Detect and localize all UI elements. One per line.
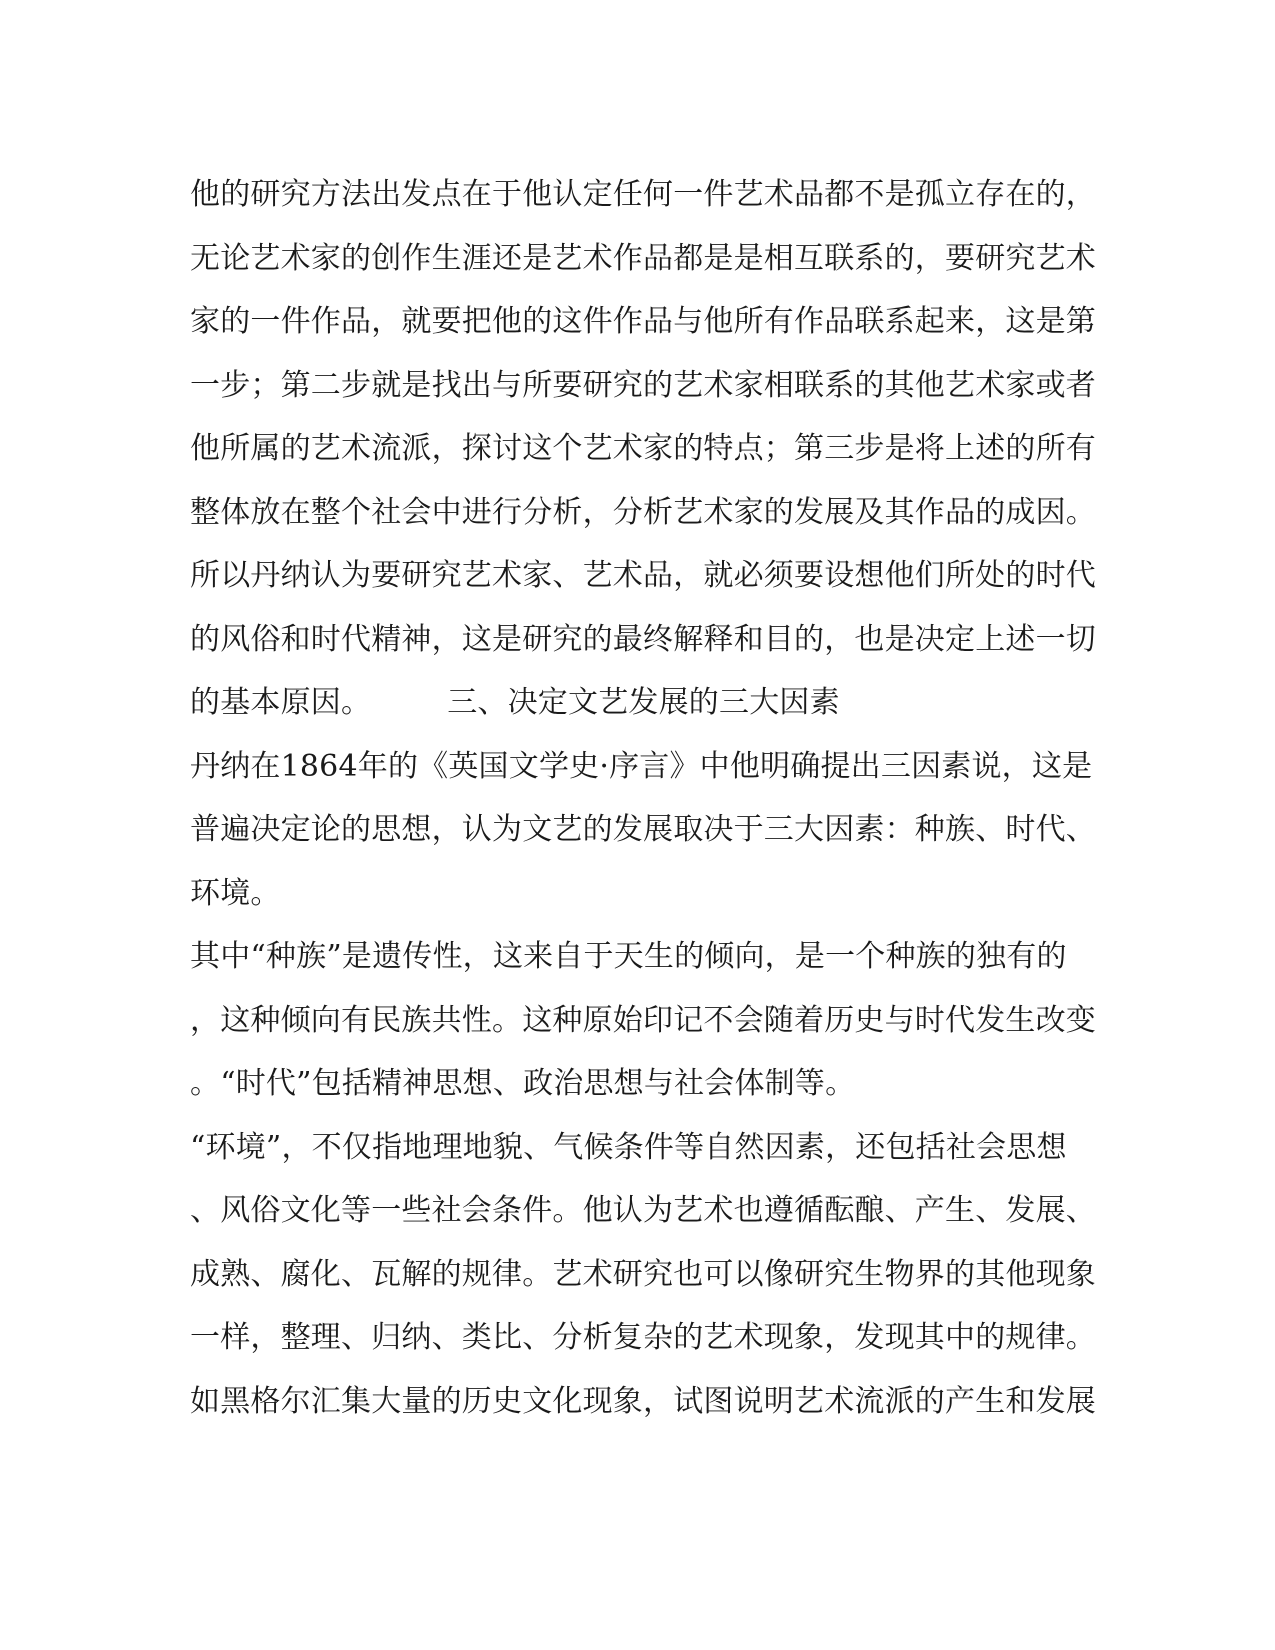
text-line: 如黑格尔汇集大量的历史文化现象，试图说明艺术流派的产生和发展 bbox=[190, 1383, 1096, 1419]
text-line: 普遍决定论的思想，认为文艺的发展取决于三大因素：种族、时代、 bbox=[190, 812, 1096, 847]
text-line: “环境”，不仅指地理地貌、气候条件等自然因素，还包括社会思想 bbox=[190, 1129, 1067, 1165]
section-heading: 三、决定文艺发展的三大因素 bbox=[447, 685, 840, 720]
text-line: 的风俗和时代精神，这是研究的最终解释和目的，也是决定上述一切 bbox=[190, 621, 1096, 657]
text-line: 他所属的艺术流派，探讨这个艺术家的特点；第三步是将上述的所有 bbox=[190, 431, 1096, 466]
text-line: 环境。 bbox=[190, 875, 281, 911]
text-line: 他的研究方法出发点在于他认定任何一件艺术品都不是孤立存在的， bbox=[190, 177, 1096, 212]
text-line: 家的一件作品，就要把他的这件作品与他所有作品联系起来，这是第 bbox=[190, 304, 1096, 339]
text-line: 成熟、腐化、瓦解的规律。艺术研究也可以像研究生物界的其他现象 bbox=[190, 1256, 1096, 1292]
text-fragment: 的基本原因。 bbox=[190, 685, 372, 720]
text-line: 一样，整理、归纳、类比、分析复杂的艺术现象，发现其中的规律。 bbox=[190, 1320, 1096, 1355]
text-line: 所以丹纳认为要研究艺术家、艺术品，就必须要设想他们所处的时代 bbox=[190, 558, 1096, 593]
text-line: 其中“种族”是遗传性，这来自于天生的倾向，是一个种族的独有的 bbox=[190, 939, 1067, 974]
text-line: ，这种倾向有民族共性。这种原始印记不会随着历史与时代发生改变 bbox=[190, 1002, 1096, 1038]
text-line: 一步；第二步就是找出与所要研究的艺术家相联系的其他艺术家或者 bbox=[190, 367, 1096, 403]
text-line: 、风俗文化等一些社会条件。他认为艺术也遵循酝酿、产生、发展、 bbox=[190, 1193, 1096, 1228]
text-line: 整体放在整个社会中进行分析，分析艺术家的发展及其作品的成因。 bbox=[190, 494, 1096, 530]
text-line: 。“时代”包括精神思想、政治思想与社会体制等。 bbox=[190, 1066, 856, 1101]
text-line-with-heading bbox=[190, 671, 1080, 735]
text-line: 丹纳在1864年的《英国文学史·序言》中他明确提出三因素说，这是 bbox=[190, 748, 1093, 784]
text-line: 无论艺术家的创作生涯还是艺术作品都是是相互联系的，要研究艺术 bbox=[190, 240, 1096, 276]
document-body bbox=[190, 163, 1096, 1433]
